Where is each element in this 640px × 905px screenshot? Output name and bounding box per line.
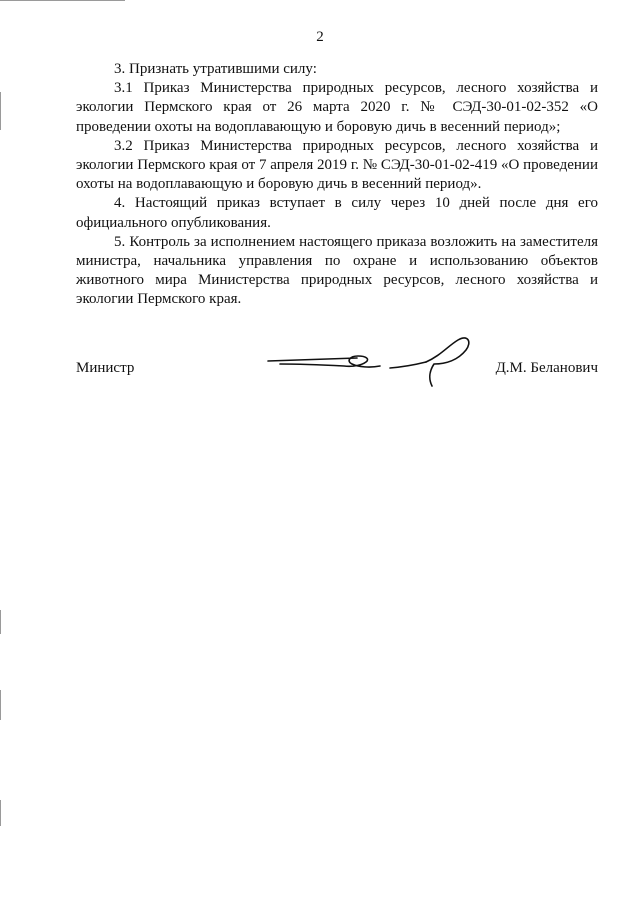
paragraph-3-2: 3.2 Приказ Министерства природных ресурсов, лесного хозяйства и экологии Пермского края от 7 апреля 2019 г. № СЭД-30-01-02-419 «О проведении охоты на водоплавающую и боровую дичь в весенний период».: [76, 137, 598, 193]
paragraph-5: 5. Контроль за исполнением настоящего приказа возложить на заместителя министра, начальника управления по охране и использованию объектов животного мира Министерства природных ресурсов, лесного хозяйства и экологии Пермского края.: [76, 233, 598, 308]
document-body: [76, 60, 598, 310]
page-number: 2: [316, 29, 324, 45]
scan-edge-left-4: [0, 800, 1, 826]
scan-edge-left-2: [0, 610, 1, 634]
handwritten-signature: [262, 330, 474, 392]
paragraph-4: 4. Настоящий приказ вступает в силу через 10 дней после дня его официального опубликования.: [76, 195, 598, 231]
paragraph-3-1: 3.1 Приказ Министерства природных ресурсов, лесного хозяйства и экологии Пермского края от 26 марта 2020 г. № СЭД-30-01-02-352 «О проведении охоты на водоплавающую и боровую дичь в весенний период»;: [76, 80, 598, 135]
signatory-role: Министр: [76, 360, 135, 376]
scan-edge-left-3: [0, 690, 1, 720]
signatory-name: Д.М. Беланович: [495, 360, 598, 376]
scan-edge-top: [0, 0, 125, 1]
paragraph-3: 3. Признать утратившими силу:: [114, 61, 317, 77]
scan-edge-left-1: [0, 92, 1, 130]
